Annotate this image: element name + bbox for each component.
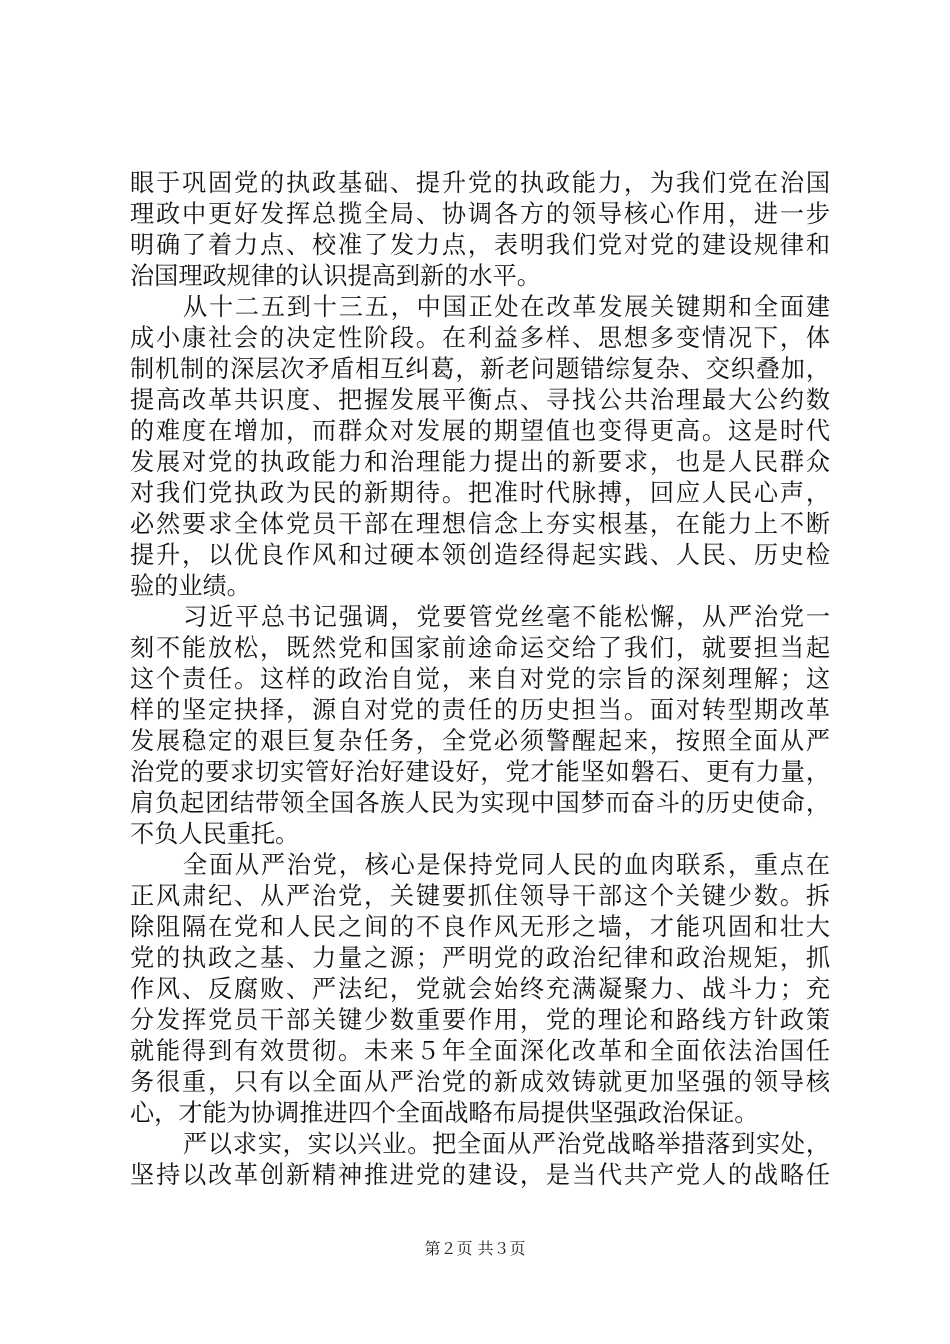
text-line: 提高改革共识度、把握发展平衡点、寻找公共治理最大公约数 <box>130 386 830 414</box>
text-line: 发展稳定的艰巨复杂任务，全党必须警醒起来，按照全面从严 <box>130 727 830 755</box>
text-line: 提升，以优良作风和过硬本领创造经得起实践、人民、历史检 <box>130 541 830 569</box>
paragraph-first-line: 习近平总书记强调，党要管党丝毫不能松懈，从严治党一 <box>183 603 830 631</box>
text-line: 心，才能为协调推进四个全面战略布局提供坚强政治保证。 <box>130 1099 759 1127</box>
paragraph-first-line: 严以求实，实以兴业。把全面从严治党战略举措落到实处， <box>183 1130 830 1158</box>
text-line: 理政中更好发挥总揽全局、协调各方的领导核心作用，进一步 <box>130 200 830 228</box>
text-line: 作风、反腐败、严法纪，党就会始终充满凝聚力、战斗力；充 <box>130 975 830 1003</box>
text-line: 眼于巩固党的执政基础、提升党的执政能力，为我们党在治国 <box>130 169 830 197</box>
text-line: 必然要求全体党员干部在理想信念上夯实根基，在能力上不断 <box>130 510 830 538</box>
text-line: 样的坚定抉择，源自对党的责任的历史担当。面对转型期改革 <box>130 696 830 724</box>
text-line: 这个责任。这样的政治自觉，来自对党的宗旨的深刻理解；这 <box>130 665 830 693</box>
text-line: 分发挥党员干部关键少数重要作用，党的理论和路线方针政策 <box>130 1006 830 1034</box>
text-line: 坚持以改革创新精神推进党的建设，是当代共产党人的战略任 <box>130 1161 830 1189</box>
text-line: 治党的要求切实管好治好建设好，党才能坚如磐石、更有力量， <box>130 758 830 786</box>
text-line: 治国理政规律的认识提高到新的水平。 <box>130 262 541 290</box>
text-line: 党的执政之基、力量之源；严明党的政治纪律和政治规矩，抓 <box>130 944 830 972</box>
text-line: 除阻隔在党和人民之间的不良作风无形之墙，才能巩固和壮大 <box>130 913 830 941</box>
text-line: 正风肃纪、从严治党，关键要抓住领导干部这个关键少数。拆 <box>130 882 830 910</box>
text-line: 务很重，只有以全面从严治党的新成效铸就更加坚强的领导核 <box>130 1068 830 1096</box>
paragraph-first-line: 全面从严治党，核心是保持党同人民的血肉联系，重点在 <box>183 851 830 879</box>
page-number-footer: 第２页 共３页 <box>424 1239 526 1258</box>
text-line: 不负人民重托。 <box>130 820 300 848</box>
text-line: 制机制的深层次矛盾相互纠葛，新老问题错综复杂、交织叠加， <box>130 355 830 383</box>
text-line: 肩负起团结带领全国各族人民为实现中国梦而奋斗的历史使命， <box>130 789 830 817</box>
text-line: 的难度在增加，而群众对发展的期望值也变得更高。这是时代 <box>130 417 830 445</box>
text-line: 明确了着力点、校准了发力点，表明我们党对党的建设规律和 <box>130 231 830 259</box>
text-line: 就能得到有效贯彻。未来５年全面深化改革和全面依法治国任 <box>130 1037 830 1065</box>
text-line: 验的业绩。 <box>130 572 251 600</box>
text-line: 发展对党的执政能力和治理能力提出的新要求，也是人民群众 <box>130 448 830 476</box>
text-line: 成小康社会的决定性阶段。在利益多样、思想多变情况下，体 <box>130 324 830 352</box>
text-line: 刻不能放松，既然党和国家前途命运交给了我们，就要担当起 <box>130 634 830 662</box>
paragraph-first-line: 从十二五到十三五，中国正处在改革发展关键期和全面建 <box>183 293 830 321</box>
text-line: 对我们党执政为民的新期待。把准时代脉搏，回应人民心声， <box>130 479 830 507</box>
